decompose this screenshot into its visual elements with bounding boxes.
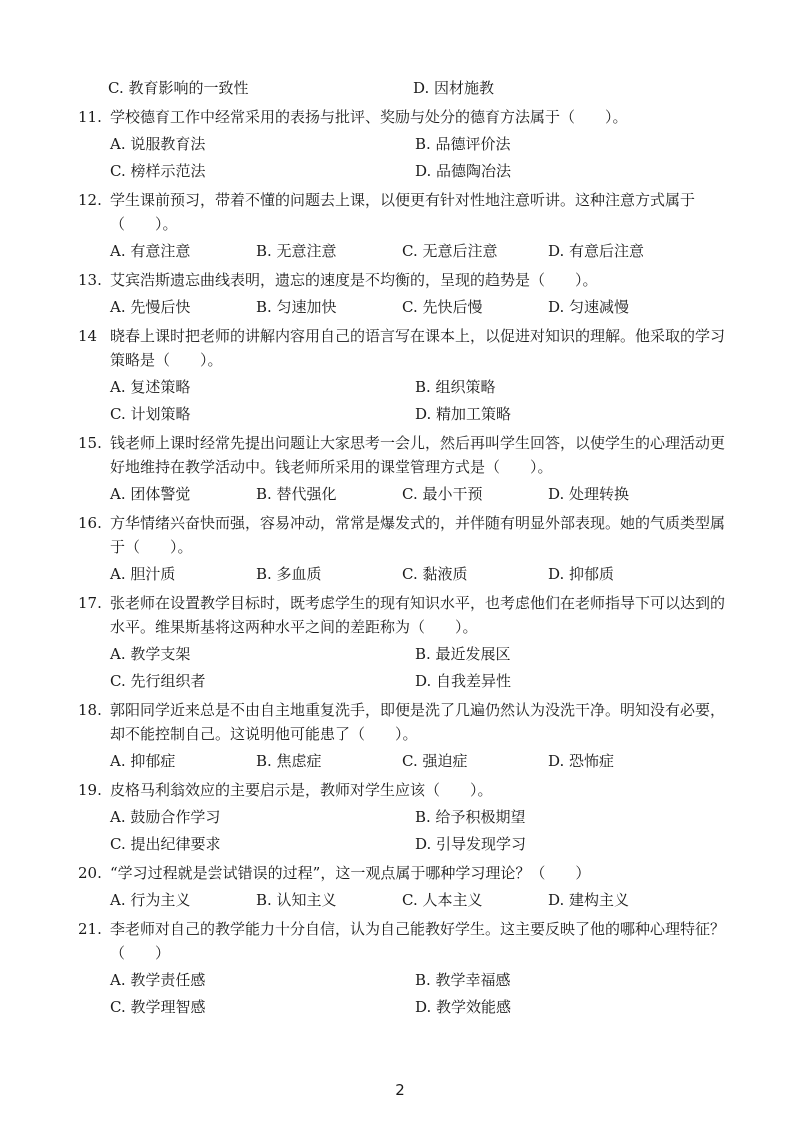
question-stem: 钱老师上课时经常先提出问题让大家思考一会儿，然后再叫学生回答，以使学生的心理活动更好地维持在教学活动中。钱老师所采用的课堂管理方式是（ ）。	[110, 434, 726, 476]
option-d: D. 抑郁质	[548, 565, 615, 583]
question-17	[78, 591, 728, 693]
option-d: D. 建构主义	[548, 891, 630, 909]
question-stem: 方华情绪兴奋快而强，容易冲动，常常是爆发式的，并伴随有明显外部表现。她的气质类型属于（ ）。	[110, 514, 726, 556]
options-row	[110, 995, 728, 1019]
option-b: B. 最近发展区	[415, 645, 511, 663]
option-b: B. 给予积极期望	[415, 808, 526, 826]
options-row	[110, 132, 728, 156]
question-header	[78, 511, 728, 559]
option-b: B. 认知主义	[256, 891, 337, 909]
question-header	[78, 431, 728, 479]
question-header	[78, 324, 728, 372]
option-b: B. 教学幸福感	[415, 971, 511, 989]
option-a: A. 鼓励合作学习	[110, 808, 221, 826]
option-d: D. 因材施教	[413, 79, 495, 97]
option-c: C. 先行组织者	[110, 672, 206, 690]
question-stem: 张老师在设置教学目标时，既考虑学生的现有知识水平，也考虑他们在老师指导下可以达到的水平。维果斯基将这两种水平之间的差距称为（ ）。	[110, 594, 726, 636]
options-row	[110, 375, 728, 399]
question-number: 19.	[78, 781, 102, 799]
option-c: C. 无意后注意	[402, 242, 498, 260]
options-row	[110, 669, 728, 693]
options	[78, 132, 728, 183]
option-d: D. 有意后注意	[548, 242, 645, 260]
options-row	[110, 482, 728, 506]
options	[78, 749, 728, 773]
question-12	[78, 188, 728, 263]
question-number: 16.	[78, 514, 102, 532]
option-c: C. 强迫症	[402, 752, 468, 770]
question-number: 12.	[78, 191, 102, 209]
option-a: A. 说服教育法	[110, 135, 206, 153]
question-stem: 郭阳同学近来总是不由自主地重复洗手，即便是洗了几遍仍然认为没洗干净。明知没有必要，却不能控制自己。这说明他可能患了（ ）。	[110, 701, 726, 743]
question-number: 20.	[78, 864, 102, 882]
option-b: B. 组织策略	[415, 378, 496, 396]
options	[78, 642, 728, 693]
options	[78, 562, 728, 586]
question-header	[78, 778, 728, 802]
question-stem: 艾宾浩斯遗忘曲线表明，遗忘的速度是不均衡的，呈现的趋势是（ ）。	[110, 271, 598, 289]
option-d: D. 教学效能感	[415, 998, 512, 1016]
option-c: C. 教育影响的一致性	[108, 79, 249, 97]
option-a: A. 行为主义	[110, 891, 191, 909]
question-14	[78, 324, 728, 426]
options	[78, 295, 728, 319]
question-header	[78, 861, 728, 885]
question-13	[78, 268, 728, 319]
question-10-remaining-options	[78, 76, 728, 100]
option-d: D. 品德陶冶法	[415, 162, 512, 180]
option-a: A. 团体警觉	[110, 485, 191, 503]
option-a: A. 先慢后快	[110, 298, 191, 316]
option-c: C. 提出纪律要求	[110, 835, 221, 853]
question-number: 13.	[78, 271, 102, 289]
options	[78, 239, 728, 263]
options-row	[110, 749, 728, 773]
option-c: C. 黏液质	[402, 565, 468, 583]
question-header	[78, 188, 728, 236]
options	[78, 375, 728, 426]
option-a: A. 胆汁质	[110, 565, 176, 583]
option-a: A. 抑郁症	[110, 752, 176, 770]
option-a: A. 复述策略	[110, 378, 191, 396]
option-b: B. 焦虑症	[256, 752, 322, 770]
question-stem: 学生课前预习，带着不懂的问题去上课，以便更有针对性地注意听讲。这种注意方式属于（ ）。	[110, 191, 696, 233]
question-stem: 学校德育工作中经常采用的表扬与批评、奖励与处分的德育方法属于（ ）。	[110, 108, 628, 126]
question-stem: “学习过程就是尝试错误的过程”，这一观点属于哪种学习理论？（ ）	[110, 864, 591, 882]
options-row	[110, 295, 728, 319]
option-b: B. 无意注意	[256, 242, 337, 260]
options-row	[110, 805, 728, 829]
question-number: 11.	[78, 108, 102, 126]
question-header	[78, 105, 728, 129]
question-number: 21.	[78, 920, 102, 938]
options	[78, 805, 728, 856]
options-row	[110, 159, 728, 183]
option-c: C. 教学理智感	[110, 998, 206, 1016]
option-a: A. 有意注意	[110, 242, 191, 260]
option-d: D. 自我差异性	[415, 672, 512, 690]
option-a: A. 教学责任感	[110, 971, 206, 989]
option-c: C. 榜样示范法	[110, 162, 206, 180]
question-number: 18.	[78, 701, 102, 719]
question-19	[78, 778, 728, 856]
options-row	[110, 562, 728, 586]
option-d: D. 匀速减慢	[548, 298, 630, 316]
options	[78, 482, 728, 506]
options	[78, 888, 728, 912]
question-number: 17.	[78, 594, 102, 612]
option-c: C. 先快后慢	[402, 298, 483, 316]
question-16	[78, 511, 728, 586]
question-18	[78, 698, 728, 773]
options-row	[110, 642, 728, 666]
question-header	[78, 268, 728, 292]
option-d: D. 处理转换	[548, 485, 630, 503]
option-c: C. 计划策略	[110, 405, 191, 423]
option-d: D. 精加工策略	[415, 405, 512, 423]
options-row	[110, 888, 728, 912]
options-row	[110, 239, 728, 263]
question-11	[78, 105, 728, 183]
option-d: D. 引导发现学习	[415, 835, 527, 853]
option-c: C. 人本主义	[402, 891, 483, 909]
question-header	[78, 591, 728, 639]
option-b: B. 替代强化	[256, 485, 337, 503]
question-15	[78, 431, 728, 506]
question-stem: 皮格马利翁效应的主要启示是，教师对学生应该（ ）。	[110, 781, 493, 799]
question-header	[78, 698, 728, 746]
options-row	[110, 832, 728, 856]
question-stem: 晓春上课时把老师的讲解内容用自己的语言写在课本上，以促进对知识的理解。他采取的学习策略是（ ）。	[110, 327, 726, 369]
option-a: A. 教学支架	[110, 645, 191, 663]
option-b: B. 匀速加快	[256, 298, 337, 316]
question-number: 15.	[78, 434, 102, 452]
options-row	[110, 402, 728, 426]
question-header	[78, 917, 728, 965]
options	[78, 968, 728, 1019]
option-c: C. 最小干预	[402, 485, 483, 503]
question-list	[78, 76, 728, 1019]
question-20	[78, 861, 728, 912]
option-b: B. 多血质	[256, 565, 322, 583]
page-number: 2	[395, 1081, 405, 1099]
option-b: B. 品德评价法	[415, 135, 511, 153]
question-stem: 李老师对自己的教学能力十分自信，认为自己能教好学生。这主要反映了他的哪种心理特征？（ ）	[110, 920, 726, 962]
options-row	[110, 968, 728, 992]
option-d: D. 恐怖症	[548, 752, 615, 770]
question-21	[78, 917, 728, 1019]
question-number: 14	[78, 327, 98, 345]
